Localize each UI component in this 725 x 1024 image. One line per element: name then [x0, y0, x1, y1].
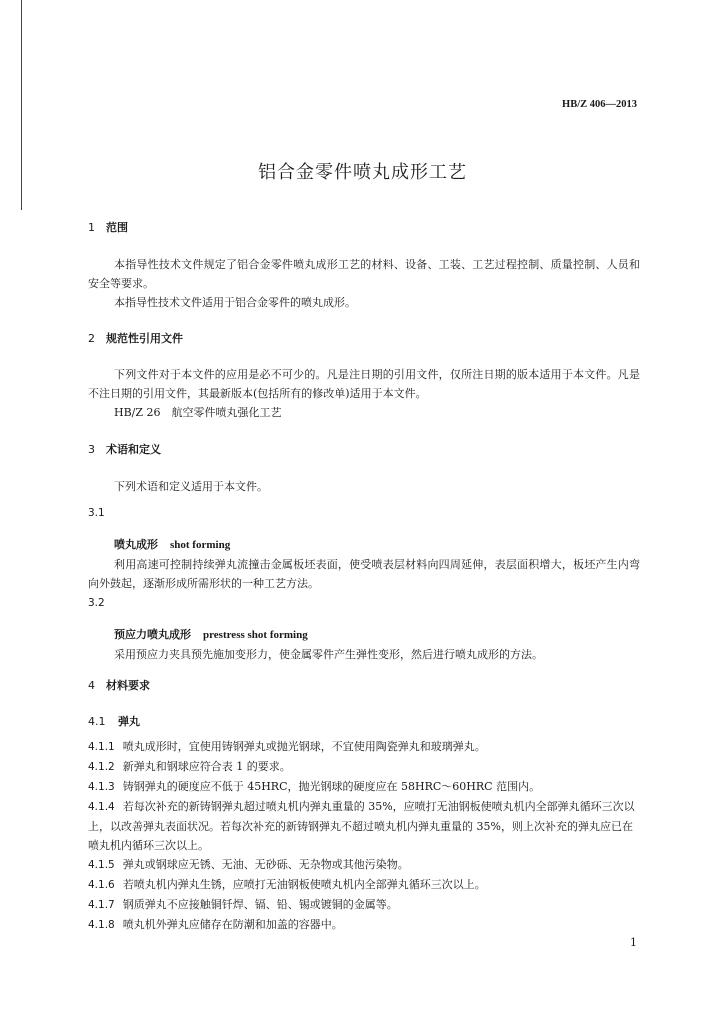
term-en: shot forming [170, 539, 231, 551]
list-item [88, 855, 640, 875]
section-title: 材料要求 [106, 679, 150, 692]
list-item [88, 875, 640, 895]
item-text: 若喷丸机内弹丸生锈，应喷打无油钢板使喷丸机内全部弹丸循环三次以上。 [122, 878, 486, 891]
paragraph: 本指导性技术文件适用于铝合金零件的喷丸成形。 [114, 296, 356, 309]
term-number: 3.2 [88, 597, 105, 609]
section-title: 范围 [106, 221, 128, 234]
term-number: 3.1 [88, 507, 105, 519]
item-number: 4.1.7 [88, 899, 115, 911]
list-item [88, 797, 640, 855]
list-item [88, 915, 640, 935]
standard-code: HB/Z 406—2013 [562, 99, 637, 110]
material-requirements-list [88, 737, 640, 935]
term-zh: 喷丸成形 [114, 538, 158, 551]
section-number: 1 [88, 221, 95, 234]
subsection-title: 弹丸 [118, 715, 140, 728]
item-number: 4.1.5 [88, 859, 115, 871]
list-item [88, 757, 640, 777]
section-number: 4 [88, 679, 95, 692]
section-number: 2 [88, 332, 95, 345]
section-title: 规范性引用文件 [106, 332, 183, 345]
item-number: 4.1.8 [88, 919, 115, 931]
subsection-number: 4.1 [88, 715, 106, 728]
paragraph: 下列文件对于本文件的应用是必不可少的。凡是注日期的引用文件，仅所注日期的版本适用于本文件。凡是不注日期的引用文件，其最新版本(包括所有的修改单)适用于本文件。 [88, 368, 640, 400]
list-item [88, 777, 640, 797]
item-number: 4.1.2 [88, 761, 115, 773]
subsection-4-1-heading [88, 712, 640, 731]
normative-reference: HB/Z 26 航空零件喷丸强化工艺 [114, 406, 282, 419]
item-text: 喷丸成形时，宜使用铸钢弹丸或抛光钢球，不宜使用陶瓷弹丸和玻璃弹丸。 [122, 740, 486, 753]
item-number: 4.1.4 [88, 801, 115, 813]
item-text: 新弹丸和钢球应符合表 1 的要求。 [122, 760, 291, 773]
section-1-body [88, 255, 640, 312]
item-text: 弹丸或钢球应无锈、无油、无砂砾、无杂物或其他污染物。 [122, 858, 409, 871]
term-3-1 [88, 504, 640, 593]
item-text: 喷丸机外弹丸应储存在防潮和加盖的容器中。 [122, 918, 343, 931]
item-text: 若每次补充的新铸钢弹丸超过喷丸机内弹丸重量的 35%，应喷打无油钢板使喷丸机内全部弹丸循环三次以上，以改善弹丸表面状况。若每次补充的新铸钢弹丸不超过喷丸机内弹丸重量的 35%，则上次补充的弹丸应已在喷丸机内循环三次以上。 [88, 800, 635, 852]
page-number: 1 [630, 936, 637, 949]
item-number: 4.1.3 [88, 781, 115, 793]
term-heading [88, 535, 640, 555]
term-3-2 [88, 594, 640, 664]
item-number: 4.1.6 [88, 879, 115, 891]
term-definition: 利用高速可控制持续弹丸流撞击金属板坯表面，使受喷表层材料向四周延伸，表层面积增大，板坯产生内弯向外鼓起，逐渐形成所需形状的一种工艺方法。 [88, 558, 640, 590]
paragraph: 本指导性技术文件规定了铝合金零件喷丸成形工艺的材料、设备、工装、工艺过程控制、质量控制、人员和安全等要求。 [88, 258, 640, 290]
term-zh: 预应力喷丸成形 [114, 628, 191, 641]
term-en: prestress shot forming [203, 629, 308, 641]
section-2-body [88, 365, 640, 422]
section-1-heading [88, 218, 640, 237]
item-text: 钢质弹丸不应接触铜钎焊、镉、铅、锡或镀铜的金属等。 [122, 898, 398, 911]
section-2-heading [88, 329, 640, 348]
term-definition: 采用预应力夹具预先施加变形力，使金属零件产生弹性变形，然后进行喷丸成形的方法。 [114, 648, 543, 661]
section-title: 术语和定义 [106, 443, 161, 456]
item-number: 4.1.1 [88, 741, 115, 753]
section-3-intro [88, 477, 640, 496]
list-item [88, 737, 640, 757]
item-text: 铸钢弹丸的硬度应不低于 45HRC，抛光钢球的硬度应在 58HRC～60HRC 范围内。 [122, 780, 541, 793]
section-4-heading [88, 676, 640, 695]
list-item [88, 895, 640, 915]
document-title: 铝合金零件喷丸成形工艺 [258, 162, 467, 183]
term-heading [88, 625, 640, 645]
section-number: 3 [88, 443, 95, 456]
section-3-heading [88, 440, 640, 459]
paragraph: 下列术语和定义适用于本文件。 [114, 480, 268, 493]
